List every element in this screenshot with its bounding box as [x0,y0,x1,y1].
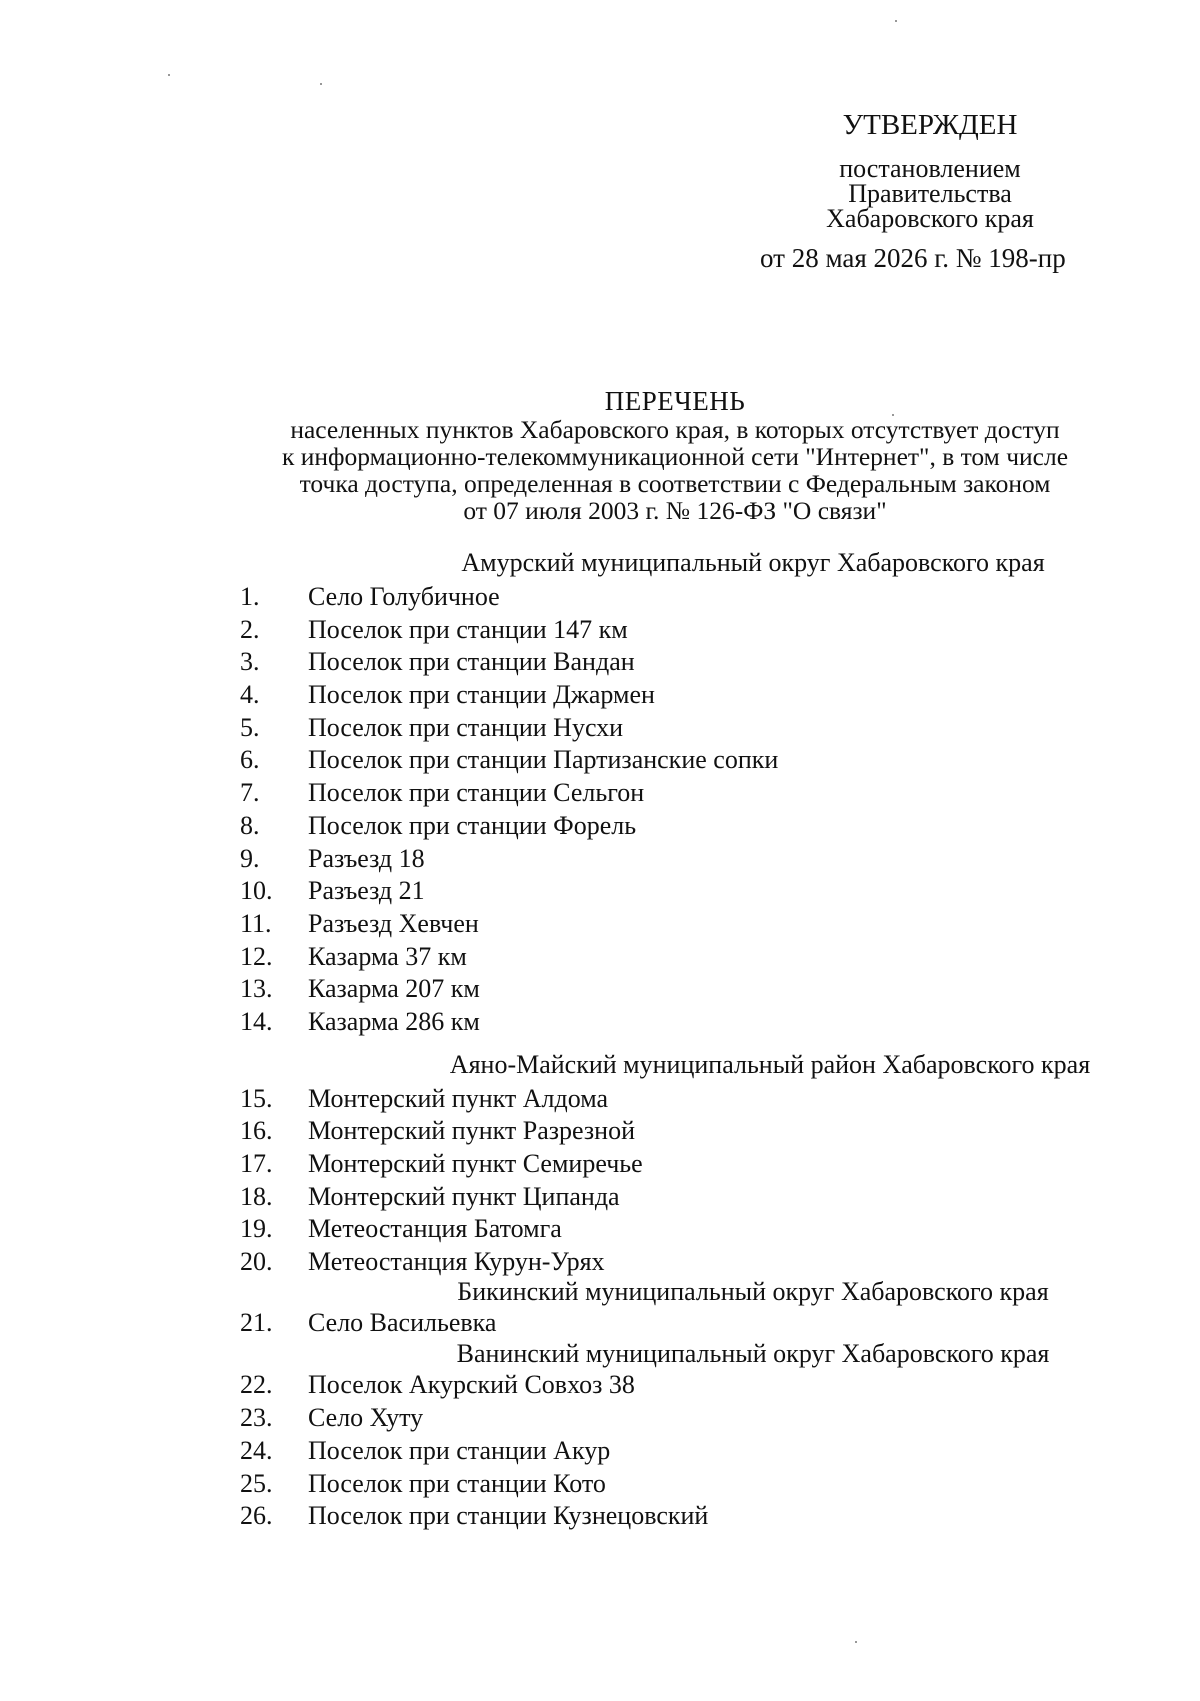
item-number: 23. [240,1403,273,1433]
item-name: Село Голубичное [308,582,500,611]
item-number: 20. [240,1247,273,1277]
scan-speck [320,83,322,85]
list-item [0,1213,1200,1246]
item-name: Поселок при станции Кото [308,1468,606,1498]
item-number: 16. [240,1116,273,1146]
item-number: 1. [240,582,260,611]
approval-date-number: от 28 мая 2026 г. № 198-пр [760,243,1066,273]
item-number: 12. [240,941,273,971]
item-name: Поселок при станции Вандан [308,647,635,677]
item-name: Разъезд Хевчен [308,908,479,938]
list-item [0,777,1200,810]
approval-line-government: Правительства [848,179,1012,208]
item-name: Казарма 207 км [308,974,480,1004]
list-item [0,1369,1200,1402]
item-name: Монтерский пункт Алдома [308,1083,609,1113]
list-item [0,1307,1200,1340]
document-subtitle-line: населенных пунктов Хабаровского края, в которых отсутствует доступ [290,415,1060,444]
item-name: Метеостанция Курун-Урях [308,1247,605,1277]
item-name: Поселок при станции Форель [308,810,637,840]
list-item [0,581,1200,614]
item-number: 7. [240,778,260,808]
item-number: 17. [240,1149,273,1178]
scan-speck [895,20,897,22]
list-item [0,1115,1200,1148]
item-number: 25. [240,1468,273,1498]
item-name: Поселок Акурский Совхоз 38 [308,1370,635,1400]
list-item [0,810,1200,843]
item-number: 24. [240,1435,273,1465]
item-name: Монтерский пункт Разрезной [308,1116,635,1146]
item-number: 21. [240,1307,273,1337]
list-item [0,1402,1200,1435]
list-item [0,908,1200,941]
scan-speck [855,1641,857,1643]
list-item [0,646,1200,679]
list-item [0,712,1200,745]
document-title-block [220,386,1130,524]
item-number: 4. [240,680,260,710]
item-number: 26. [240,1501,273,1531]
item-number: 19. [240,1214,273,1244]
item-number: 11. [240,908,272,938]
item-name: Поселок при станции Джармен [308,680,655,710]
item-name: Разъезд 21 [308,876,425,906]
document-subtitle-line: к информационно-телекоммуникационной сети "Интернет", в том числе [281,442,1069,471]
list-item [0,1435,1200,1468]
item-name: Поселок при станции 147 км [308,614,628,644]
list-item [0,614,1200,647]
item-number: 8. [240,810,260,840]
list-item [0,973,1200,1006]
section-heading: Ванинский муниципальный округ Хабаровского края [456,1339,1050,1369]
item-number: 2. [240,614,260,644]
item-number: 5. [240,712,260,742]
item-name: Поселок при станции Кузнецовский [308,1501,709,1531]
item-name: Казарма 37 км [308,941,467,971]
list-item [0,1006,1200,1039]
item-number: 10. [240,876,273,906]
section-heading: Амурский муниципальный округ Хабаровского края [461,548,1045,577]
item-name: Поселок при станции Сельгон [308,778,645,808]
approved-heading: УТВЕРЖДЕН [842,109,1018,141]
item-name: Поселок при станции Акур [308,1435,611,1465]
item-number: 6. [240,745,260,775]
document-subtitle-line: от 07 июля 2003 г. № 126-ФЗ "О связи" [463,496,887,525]
item-name: Монтерский пункт Семиречье [308,1149,643,1178]
item-name: Поселок при станции Нусхи [308,712,624,742]
list-item [0,941,1200,974]
list-item [0,744,1200,777]
list-item [0,1181,1200,1214]
item-name: Монтерский пункт Ципанда [308,1181,620,1211]
list-item [0,1468,1200,1501]
item-number: 18. [240,1181,273,1211]
item-number: 14. [240,1006,273,1036]
list-item [0,1246,1200,1279]
item-name: Село Васильевка [308,1307,497,1337]
item-name: Село Хуту [308,1403,424,1433]
list-item [0,679,1200,712]
item-number: 9. [240,843,260,873]
section-heading: Аяно-Майский муниципальный район Хабаровского края [449,1049,1091,1079]
item-name: Разъезд 18 [308,843,425,873]
list-item [0,1148,1200,1181]
item-number: 3. [240,647,260,677]
item-name: Поселок при станции Партизанские сопки [308,745,779,775]
approval-line-region: Хабаровского края [826,204,1034,233]
item-number: 13. [240,974,273,1004]
approval-block [760,108,1080,273]
document-title: ПЕРЕЧЕНЬ [604,386,746,416]
item-name: Казарма 286 км [308,1006,480,1036]
list-item [0,1083,1200,1116]
item-name: Метеостанция Батомга [308,1214,562,1244]
item-number: 22. [240,1370,273,1400]
approval-line-resolution: постановлением [839,154,1021,183]
scan-speck [168,74,170,76]
list-item [0,875,1200,908]
list-item [0,1500,1200,1533]
section-heading: Бикинский муниципальный округ Хабаровского края [457,1276,1049,1306]
list-item [0,843,1200,876]
settlements-list [0,548,1200,1533]
item-number: 15. [240,1083,273,1113]
document-subtitle-line: точка доступа, определенная в соответствии с Федеральным законом [299,469,1051,498]
